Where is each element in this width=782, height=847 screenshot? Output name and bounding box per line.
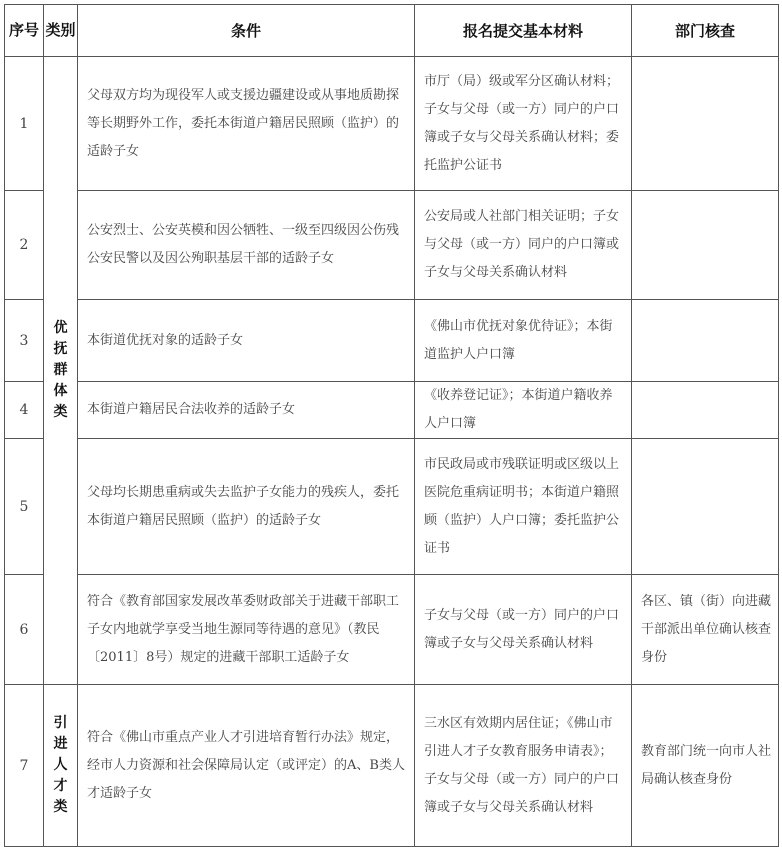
condition-cell: 符合《佛山市重点产业人才引进培育暂行办法》规定，经市人力资源和社会保障局认定（或评定）的A、B类人才适龄子女 — [78, 685, 415, 847]
header-check: 部门核查 — [632, 5, 779, 57]
header-condition: 条件 — [78, 5, 415, 57]
row-number: 7 — [5, 685, 44, 847]
condition-cell: 符合《教育部国家发展改革委财政部关于进藏干部职工子女内地就学享受当地生源同等待遇的意见》（教民〔2011〕8号）规定的进藏干部职工适龄子女 — [78, 575, 415, 685]
row-number: 2 — [5, 191, 44, 300]
materials-cell: 市民政局或市残联证明或区级以上医院危重病证明书；本街道户籍照顾（监护）人户口簿；委托监护公证书 — [415, 439, 632, 575]
materials-cell: 《收养登记证》；本街道户籍收养人户口簿 — [415, 382, 632, 439]
row-number: 1 — [5, 57, 44, 191]
category-youfu: 优抚群体类 — [44, 57, 78, 685]
table-row — [5, 382, 779, 439]
check-cell — [632, 382, 779, 439]
row-number: 5 — [5, 439, 44, 575]
table-row — [5, 685, 779, 847]
materials-cell: 市厅（局）级或军分区确认材料；子女与父母（或一方）同户的户口簿或子女与父母关系确认材料；委托监护公证书 — [415, 57, 632, 191]
row-number: 6 — [5, 575, 44, 685]
header-materials: 报名提交基本材料 — [415, 5, 632, 57]
table-row — [5, 439, 779, 575]
enrollment-conditions-table — [4, 4, 779, 847]
table-row — [5, 575, 779, 685]
row-number: 3 — [5, 300, 44, 382]
materials-cell: 三水区有效期内居住证；《佛山市引进人才子女教育服务申请表》；子女与父母（或一方）同户的户口簿或子女与父母关系确认材料 — [415, 685, 632, 847]
materials-cell: 子女与父母（或一方）同户的户口簿或子女与父母关系确认材料 — [415, 575, 632, 685]
materials-cell: 公安局或人社部门相关证明；子女与父母（或一方）同户的户口簿或子女与父母关系确认材料 — [415, 191, 632, 300]
materials-cell: 《佛山市优抚对象优待证》；本街道监护人户口簿 — [415, 300, 632, 382]
check-cell — [632, 300, 779, 382]
condition-cell: 父母双方均为现役军人或支援边疆建设或从事地质勘探等长期野外工作，委托本街道户籍居民照顾（监护）的适龄子女 — [78, 57, 415, 191]
condition-cell: 本街道优抚对象的适龄子女 — [78, 300, 415, 382]
check-cell: 教育部门统一向市人社局确认核查身份 — [632, 685, 779, 847]
header-row — [5, 5, 779, 57]
condition-cell: 父母均长期患重病或失去监护子女能力的残疾人，委托本街道户籍居民照顾（监护）的适龄子女 — [78, 439, 415, 575]
category-rencai: 引进人才类 — [44, 685, 78, 847]
table-row — [5, 300, 779, 382]
table-row — [5, 191, 779, 300]
condition-cell: 本街道户籍居民合法收养的适龄子女 — [78, 382, 415, 439]
check-cell: 各区、镇（街）向进藏干部派出单位确认核查身份 — [632, 575, 779, 685]
check-cell — [632, 191, 779, 300]
condition-cell: 公安烈士、公安英模和因公牺牲、一级至四级因公伤残公安民警以及因公殉职基层干部的适龄子女 — [78, 191, 415, 300]
check-cell — [632, 57, 779, 191]
table-row — [5, 57, 779, 191]
header-seq: 序号 — [5, 5, 44, 57]
check-cell — [632, 439, 779, 575]
header-category: 类别 — [44, 5, 78, 57]
row-number: 4 — [5, 382, 44, 439]
